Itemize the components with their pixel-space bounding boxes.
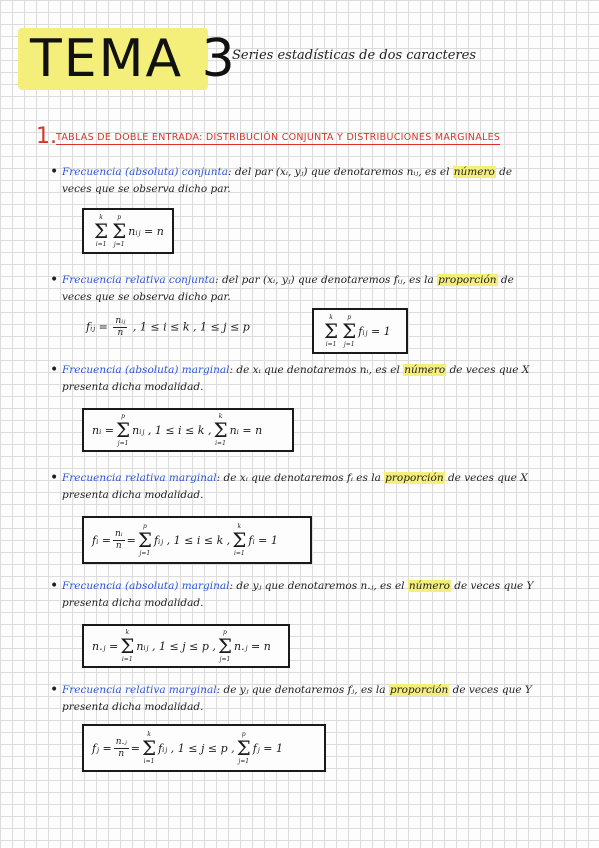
sum-symbol: p Σ j=1	[217, 629, 233, 663]
sum-symbol: k Σ i=1	[94, 214, 109, 248]
definition-text: : de xᵢ que denotaremos nᵢ, es el	[229, 364, 404, 376]
bullet: •	[50, 164, 59, 180]
bullet: •	[50, 272, 59, 288]
sum-symbol: k Σ i=1	[213, 413, 228, 447]
definition-text: : de yⱼ que denotaremos fⱼ, es la	[216, 684, 389, 696]
term: Frecuencia relativa marginal	[62, 472, 217, 484]
sum-symbol: p Σ j=1	[236, 731, 251, 765]
definition-text: : de xᵢ que denotaremos fᵢ es la	[216, 472, 385, 484]
sum-symbol: k Σ i=1	[120, 629, 135, 663]
definition-paragraph	[62, 470, 542, 504]
definition-text: de veces que Y presenta dicha modalidad.	[62, 684, 532, 713]
page-subtitle: Series estadísticas de dos caracteres	[232, 48, 477, 63]
highlighted-word: proporción	[438, 274, 497, 286]
highlighted-word: número	[404, 364, 446, 376]
section-number: 1.	[36, 124, 57, 149]
highlighted-word: número	[453, 166, 495, 178]
sum-symbol: k Σ i=1	[324, 314, 339, 348]
section-title: TABLAS DE DOBLE ENTRADA: DISTRIBUCIÓN CONJUNTA Y DISTRIBUCIONES MARGINALES	[56, 132, 501, 143]
definition-text: : del par (xᵢ, yⱼ) que denotaremos fᵢⱼ, es la	[215, 274, 438, 286]
definition-paragraph	[62, 682, 542, 716]
formula: fᵢⱼ = $\frac{\text{nᵢⱼ}}{n}$ , 1 ≤ i ≤ k , 1 ≤ j ≤ p	[86, 316, 250, 338]
definition-text: : de yⱼ que denotaremos n.ⱼ, es el	[229, 580, 408, 592]
formula-box: nᵢ = p Σ j=1 nᵢⱼ , 1 ≤ i ≤ k , k Σ i=1 nᵢ = n	[82, 408, 294, 452]
definition-text: de veces que Y presenta dicha modalidad.	[62, 580, 534, 609]
formula-box: fⱼ = $\frac{\text{n.ⱼ}}{n}$ = k Σ i=1 fᵢⱼ , 1 ≤ j ≤ p , p Σ j=1 fⱼ = 1	[82, 724, 326, 772]
sum-symbol: p Σ j=1	[137, 523, 152, 557]
term: Frecuencia relativa marginal	[62, 684, 217, 696]
formula-box	[312, 308, 408, 354]
term: Frecuencia (absoluta) marginal	[62, 364, 230, 376]
definition-text: de veces que se observa dicho par.	[62, 166, 513, 195]
term: Frecuencia (absoluta) marginal	[62, 580, 230, 592]
sum-symbol: k Σ i=1	[232, 523, 247, 557]
definition-paragraph	[62, 272, 542, 306]
formula-body: fᵢⱼ = 1	[358, 324, 391, 338]
formula-box	[82, 208, 174, 254]
formula-body: nᵢⱼ = n	[128, 224, 164, 238]
definition-text: de veces que X presenta dicha modalidad.	[62, 364, 530, 393]
term: Frecuencia (absoluta) conjunta	[62, 166, 229, 178]
definition-paragraph	[62, 578, 542, 612]
highlighted-word: proporción	[385, 472, 444, 484]
sum-symbol: k Σ i=1	[141, 731, 157, 765]
sum-symbol: p Σ j=1	[342, 314, 357, 348]
term: Frecuencia relativa conjunta	[62, 274, 216, 286]
highlighted-word: número	[408, 580, 450, 592]
sum-symbol: p Σ j=1	[116, 413, 131, 447]
definition-paragraph	[62, 164, 542, 198]
definition-text: de veces que X presenta dicha modalidad.	[62, 472, 528, 501]
bullet: •	[50, 682, 59, 698]
formula-box: n.ⱼ = k Σ i=1 nᵢⱼ , 1 ≤ j ≤ p , p Σ j=1 n.ⱼ = n	[82, 624, 290, 668]
definition-text: : del par (xᵢ, yⱼ) que denotaremos nᵢⱼ, es el	[228, 166, 453, 178]
sum-symbol: p Σ j=1	[112, 214, 127, 248]
highlighted-word: proporción	[389, 684, 449, 696]
bullet: •	[50, 470, 59, 486]
definition-paragraph	[62, 362, 542, 396]
definition-text: de veces que se observa dicho par.	[62, 274, 514, 303]
formula-box: fᵢ = $\frac{\text{nᵢ}}{n}$ = p Σ j=1 fᵢⱼ , 1 ≤ i ≤ k , k Σ i=1 fᵢ = 1	[82, 516, 312, 564]
bullet: •	[50, 362, 59, 378]
page-title: TEMA 3	[30, 29, 237, 89]
bullet: •	[50, 578, 59, 594]
